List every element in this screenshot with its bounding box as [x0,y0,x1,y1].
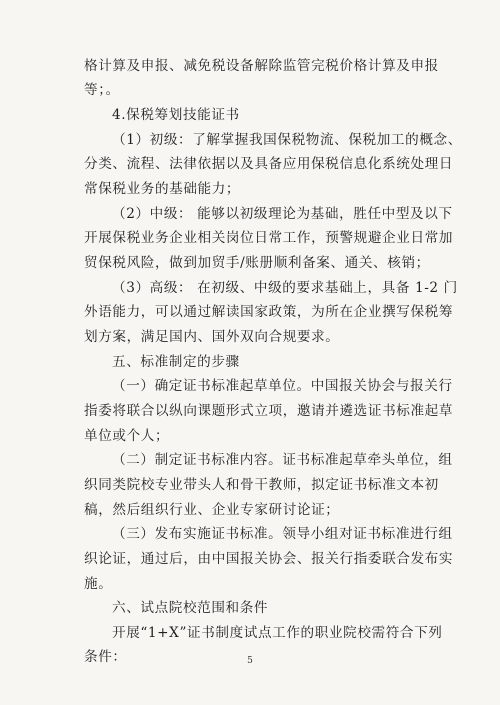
section-heading: 六、试点院校范围和条件 [112,600,269,616]
paragraph-line: （1）初级：了解掌握我国保税物流、保税加工的概念、 [112,132,462,148]
section-heading: 4.保税筹划技能证书 [112,107,240,123]
paragraph-line: 划方案，满足国内、国外双向合规要求。 [84,329,340,345]
paragraph-line: （三）发布实施证书标准。领导小组对证书标准进行组 [112,526,453,542]
paragraph-line: 常保税业务的基础能力； [84,181,241,197]
paragraph-line: 分类、流程、法律依据以及具备应用保税信息化系统处理日 [84,156,454,172]
paragraph-line: 织同类院校专业带头人和骨干教师，拟定证书标准文本初 [84,477,439,493]
paragraph-line: 贸保税风险，做到加贸手/账册顺利备案、通关、核销； [84,255,430,271]
paragraph-line: 格计算及申报、减免税设备解除监管完税价格计算及申报 [84,58,439,74]
paragraph-line: 稿，然后组织行业、企业专家研讨论证； [84,502,340,518]
paragraph-line: （2）中级： 能够以初级理论为基础，胜任中型及以下 [112,206,453,222]
paragraph-line: （3）高级： 在初级、中级的要求基础上，具备 1-2 门 [112,280,458,296]
page-number: 5 [247,656,253,666]
section-heading: 五、标准制定的步骤 [112,354,240,370]
paragraph-line: （一）确定证书标准起草单位。中国报关协会与报关行 [112,378,453,394]
paragraph-line: 外语能力，可以通过解读国家政策，为所在企业撰写保税筹 [84,304,454,320]
paragraph-line: 织论证，通过后，由中国报关协会、报关行指委联合发布实 [84,551,454,567]
paragraph-line: （二）制定证书标准内容。证书标准起草牵头单位，组 [112,452,453,468]
paragraph-line: 单位或个人； [84,428,170,444]
paragraph-line: 开展“1+X”证书制度试点工作的职业院校需符合下列 [112,625,443,641]
paragraph-line: 等；。 [84,82,120,98]
paragraph-line: 指委将联合以纵向课题形式立项，邀请并遴选证书标准起草 [84,403,454,419]
paragraph-line: 条件： [84,649,127,665]
paragraph-line: 开展保税业务企业相关岗位日常工作，预警规避企业日常加 [84,230,454,246]
paragraph-line: 施。 [84,576,113,592]
